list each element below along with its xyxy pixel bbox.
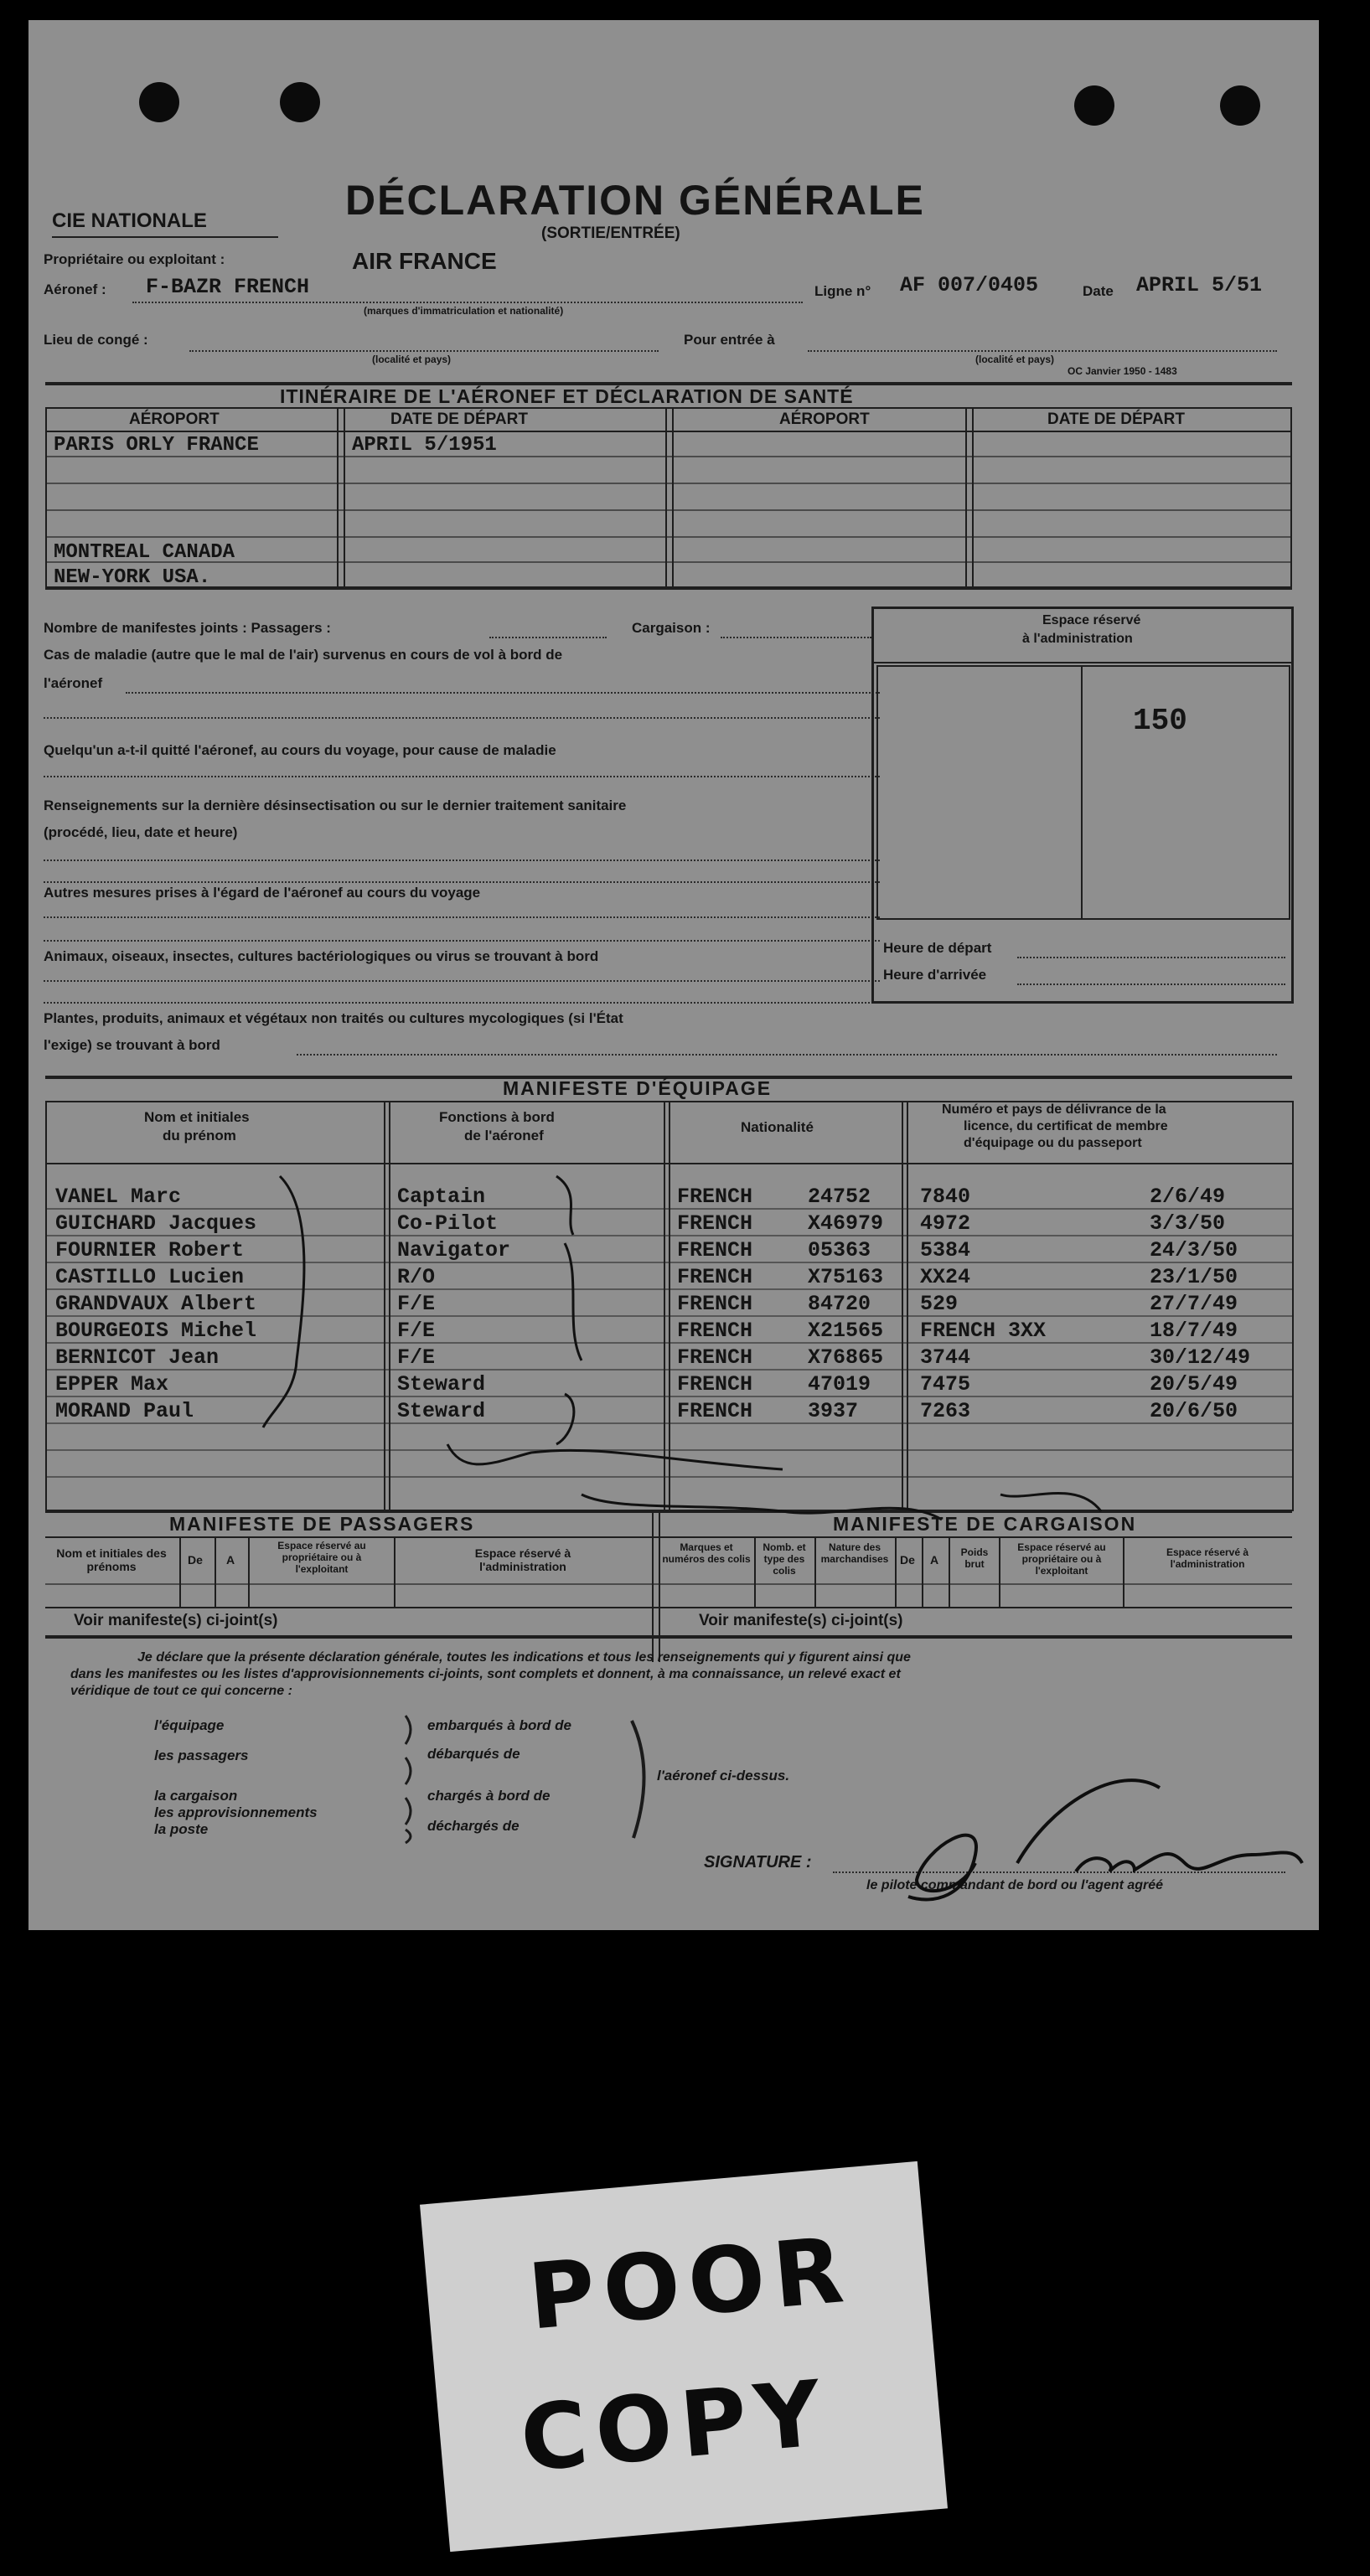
loaded-label: chargés à bord de <box>427 1788 551 1804</box>
passengers-concern-label: les passagers <box>154 1747 249 1763</box>
crew-nationality: FRENCH <box>677 1238 753 1262</box>
cargo-header-weight: Poids brut <box>960 1546 989 1570</box>
crew-header-function-cont: de l'aéronef <box>464 1128 544 1143</box>
crew-licence: 7475 <box>920 1372 971 1396</box>
crew-licence-date: 23/1/50 <box>1150 1265 1238 1289</box>
itinerary-airport: PARIS ORLY FRANCE <box>54 434 259 457</box>
passenger-header-operator-space: Espace réservé au propriétaire ou à l'exploitant <box>277 1540 366 1575</box>
cargo-header-count: Nomb. et type des colis <box>763 1541 806 1577</box>
crew-licence: FRENCH 3XX <box>920 1319 1047 1343</box>
crew-id: 84720 <box>808 1292 871 1316</box>
cargo-count-label: Cargaison : <box>632 620 711 636</box>
mail-concern-label: la poste <box>154 1821 209 1837</box>
arrival-time-label: Heure d'arrivée <box>883 967 987 983</box>
cargo-header-operator-space: Espace réservé au propriétaire ou à l'exploitant <box>1017 1541 1106 1577</box>
flight-label: Ligne n° <box>814 283 871 299</box>
itinerary-airport: NEW-YORK USA. <box>54 566 211 589</box>
crew-nationality: FRENCH <box>677 1399 753 1423</box>
declaration-text-cont: dans les manifestes ou les listes d'approvisionnements ci-joints, sont complets et donnent, à ma connaissance, un relevé exact et <box>70 1667 901 1681</box>
admin-box-title: Espace réservé <box>1042 613 1141 627</box>
crew-nationality: FRENCH <box>677 1185 753 1209</box>
embarked-label: embarqués à bord de <box>427 1717 571 1733</box>
itinerary-header-date: DATE DE DÉPART <box>390 410 528 428</box>
crew-id: X46979 <box>808 1211 884 1236</box>
crew-licence-date: 3/3/50 <box>1150 1211 1226 1236</box>
crew-licence: 3744 <box>920 1345 971 1370</box>
crew-header-licence: Numéro et pays de délivrance de la <box>942 1102 1166 1117</box>
illness-question: Cas de maladie (autre que le mal de l'air) survenus en cours de vol à bord de <box>44 647 563 663</box>
crew-nationality: FRENCH <box>677 1211 753 1236</box>
cargo-header-to: A <box>930 1553 939 1567</box>
crew-name: VANEL Marc <box>55 1185 182 1209</box>
aircraft-hint: (marques d'immatriculation et nationalité) <box>364 305 564 317</box>
crew-id: X21565 <box>808 1319 884 1343</box>
crew-licence: XX24 <box>920 1265 971 1289</box>
passenger-header-from: De <box>188 1553 203 1567</box>
aircraft-value: F-BAZR FRENCH <box>146 275 310 299</box>
company-name: CIE NATIONALE <box>52 209 207 232</box>
crew-name: MORAND Paul <box>55 1399 194 1423</box>
left-aircraft-question: Quelqu'un a-t-il quitté l'aéronef, au cours du voyage, pour cause de maladie <box>44 742 556 758</box>
declaration-text-cont: véridique de tout ce qui concerne : <box>70 1684 292 1698</box>
crew-id: 3937 <box>808 1399 859 1423</box>
crew-concern-label: l'équipage <box>154 1717 225 1733</box>
admin-box-title-cont: à l'administration <box>1022 632 1133 646</box>
declaration-text: Je déclare que la présente déclaration générale, toutes les indications et tous les renseignements qui y figurent ainsi que <box>137 1650 911 1665</box>
crew-name: BOURGEOIS Michel <box>55 1319 257 1343</box>
cargo-manifest-title: MANIFESTE DE CARGAISON <box>833 1513 1137 1535</box>
crew-function: Navigator <box>397 1238 511 1262</box>
form-title: DÉCLARATION GÉNÉRALE <box>345 177 925 224</box>
date-value: APRIL 5/51 <box>1136 273 1263 297</box>
crew-licence-date: 27/7/49 <box>1150 1292 1238 1316</box>
crew-licence: 7840 <box>920 1185 971 1209</box>
signature-caption: le pilote commandant de bord ou l'agent agréé <box>866 1878 1164 1892</box>
unloaded-label: déchargés de <box>427 1818 520 1834</box>
crew-name: FOURNIER Robert <box>55 1238 245 1262</box>
crew-function: F/E <box>397 1345 436 1370</box>
cargo-header-marks: Marques et numéros des colis <box>662 1541 751 1565</box>
stamp-text: COPY <box>516 2361 834 2493</box>
crew-licence-date: 20/6/50 <box>1150 1399 1238 1423</box>
brace-marks <box>28 1704 699 1846</box>
crew-id: 24752 <box>808 1185 871 1209</box>
admin-box-number: 150 <box>1133 704 1187 738</box>
crew-name: GRANDVAUX Albert <box>55 1292 257 1316</box>
crew-licence-date: 24/3/50 <box>1150 1238 1238 1262</box>
itinerary-header-airport: AÉROPORT <box>779 410 870 428</box>
itinerary-header-airport: AÉROPORT <box>129 410 220 428</box>
crew-manifest-title: MANIFESTE D'ÉQUIPAGE <box>503 1077 773 1099</box>
crew-licence-date: 2/6/49 <box>1150 1185 1226 1209</box>
crew-header-licence-cont: licence, du certificat de membre <box>964 1119 1168 1133</box>
animals-question: Animaux, oiseaux, insectes, cultures bactériologiques ou virus se trouvant à bord <box>44 948 599 964</box>
passenger-header-name: Nom et initiales des prénoms <box>56 1546 167 1573</box>
cargo-concern-label: la cargaison <box>154 1788 238 1804</box>
crew-nationality: FRENCH <box>677 1265 753 1289</box>
crew-function: Steward <box>397 1399 486 1423</box>
supplies-concern-label: les approvisionnements <box>154 1804 318 1820</box>
crew-licence: 5384 <box>920 1238 971 1262</box>
crew-licence: 7263 <box>920 1399 971 1423</box>
other-measures-question: Autres mesures prises à l'égard de l'aéronef au cours du voyage <box>44 885 481 901</box>
crew-name: CASTILLO Lucien <box>55 1265 245 1289</box>
crew-licence: 529 <box>920 1292 959 1316</box>
date-label: Date <box>1083 283 1114 299</box>
form-reference: OC Janvier 1950 - 1483 <box>1068 365 1177 377</box>
signature-label: SIGNATURE : <box>704 1853 812 1871</box>
itinerary-airport: MONTREAL CANADA <box>54 541 235 564</box>
arrival-place-hint: (localité et pays) <box>975 354 1055 365</box>
poor-copy-stamp <box>420 2161 948 2552</box>
passenger-see-manifest: Voir manifeste(s) ci-joint(s) <box>74 1612 278 1629</box>
crew-header-name: Nom et initiales <box>144 1109 250 1125</box>
crew-function: F/E <box>397 1319 436 1343</box>
crew-id: X75163 <box>808 1265 884 1289</box>
crew-licence-date: 30/12/49 <box>1150 1345 1251 1370</box>
crew-id: 47019 <box>808 1372 871 1396</box>
crew-header-function: Fonctions à bord <box>439 1109 555 1125</box>
disinsection-question: Renseignements sur la dernière désinsectisation ou sur le dernier traitement sanitaire <box>44 798 627 813</box>
itinerary-departure-date: APRIL 5/1951 <box>352 434 497 457</box>
crew-licence: 4972 <box>920 1211 971 1236</box>
crew-function: F/E <box>397 1292 436 1316</box>
aircraft-above-label: l'aéronef ci-dessus. <box>657 1768 790 1784</box>
itinerary-title: ITINÉRAIRE DE L'AÉRONEF ET DÉCLARATION DE SANTÉ <box>280 385 854 407</box>
crew-id: X76865 <box>808 1345 884 1370</box>
crew-id: 05363 <box>808 1238 871 1262</box>
stamp-text: POOR <box>524 2217 856 2351</box>
crew-licence-date: 18/7/49 <box>1150 1319 1238 1343</box>
passenger-header-to: A <box>226 1553 235 1567</box>
crew-function: Co-Pilot <box>397 1211 499 1236</box>
manifests-label: Nombre de manifestes joints : Passagers : <box>44 620 331 636</box>
crew-name: EPPER Max <box>55 1372 169 1396</box>
crew-nationality: FRENCH <box>677 1372 753 1396</box>
crew-name: GUICHARD Jacques <box>55 1211 257 1236</box>
plants-question: Plantes, produits, animaux et végétaux non traités ou cultures mycologiques (si l'État <box>44 1010 623 1026</box>
form-subtitle: (SORTIE/ENTRÉE) <box>541 225 680 242</box>
departure-time-label: Heure de départ <box>883 940 992 956</box>
cargo-see-manifest: Voir manifeste(s) ci-joint(s) <box>699 1612 903 1629</box>
aircraft-label: Aéronef : <box>44 281 106 297</box>
handwriting-scribble <box>28 20 1319 1578</box>
crew-header-licence-cont: d'équipage ou du passeport <box>964 1136 1142 1150</box>
passenger-manifest-title: MANIFESTE DE PASSAGERS <box>169 1513 475 1535</box>
flight-value: AF 007/0405 <box>900 273 1039 297</box>
cargo-header-from: De <box>900 1553 915 1567</box>
crew-header-name-cont: du prénom <box>163 1128 236 1143</box>
disinsection-question-cont: (procédé, lieu, date et heure) <box>44 824 238 840</box>
illness-question-cont: l'aéronef <box>44 675 103 691</box>
crew-function: R/O <box>397 1265 436 1289</box>
crew-function: Steward <box>397 1372 486 1396</box>
arrival-place-label: Pour entrée à <box>684 332 775 348</box>
plants-question-cont: l'exige) se trouvant à bord <box>44 1037 220 1053</box>
passenger-header-admin-space: Espace réservé à l'administration <box>474 1546 571 1573</box>
crew-nationality: FRENCH <box>677 1319 753 1343</box>
crew-name: BERNICOT Jean <box>55 1345 220 1370</box>
crew-nationality: FRENCH <box>677 1292 753 1316</box>
crew-function: Captain <box>397 1185 486 1209</box>
cargo-header-nature: Nature des marchandises <box>820 1541 889 1565</box>
departure-place-hint: (localité et pays) <box>372 354 452 365</box>
signature-scribble <box>883 1771 1319 1905</box>
crew-licence-date: 20/5/49 <box>1150 1372 1238 1396</box>
owner-label: Propriétaire ou exploitant : <box>44 251 225 267</box>
crew-nationality: FRENCH <box>677 1345 753 1370</box>
itinerary-header-date: DATE DE DÉPART <box>1047 410 1185 428</box>
disembarked-label: débarqués de <box>427 1746 520 1762</box>
cargo-header-admin-space: Espace réservé à l'administration <box>1166 1546 1249 1570</box>
owner-value: AIR FRANCE <box>352 248 497 274</box>
declaration-form <box>28 20 1319 1930</box>
crew-header-nationality: Nationalité <box>741 1119 814 1135</box>
departure-place-label: Lieu de congé : <box>44 332 148 348</box>
